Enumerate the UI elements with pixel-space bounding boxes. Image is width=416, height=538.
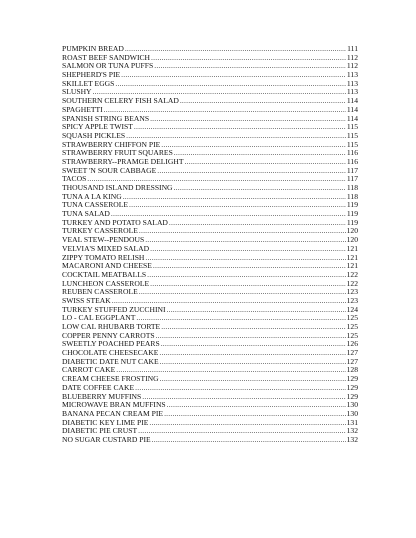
- toc-entry-page-number: 111: [347, 44, 358, 53]
- dot-leader: [150, 115, 346, 124]
- toc-entry-title: BLUEBERRY MUFFINS: [62, 391, 142, 401]
- toc-entry-page-number: 125: [346, 322, 358, 331]
- dot-leader: [167, 401, 346, 410]
- toc-entry-page-number: 125: [346, 313, 358, 323]
- dot-leader: [123, 193, 346, 202]
- toc-entry-page-number: 116: [346, 148, 358, 158]
- toc-entry-page-number: 114: [346, 96, 358, 106]
- toc-entry-title: SQUASH PICKLES: [62, 130, 126, 140]
- dot-leader: [150, 280, 345, 289]
- toc-entry-page-number: 122: [346, 278, 358, 288]
- toc-entry-page-number: 119: [346, 209, 358, 219]
- toc-entry-page-number: 123: [346, 295, 358, 305]
- toc-entry-page-number: 121: [346, 243, 358, 253]
- toc-entry-page-number: 131: [346, 417, 358, 427]
- toc-entry-title: SWEET 'N SOUR CABBAGE: [62, 165, 157, 175]
- toc-entry-title: COPPER PENNY CARROTS: [62, 330, 155, 340]
- toc-entry-page-number: 117: [346, 165, 358, 175]
- toc-entry-page-number: 122: [346, 269, 358, 279]
- toc-entry-title: SPAGHETTI: [62, 104, 103, 114]
- toc-entry-page-number: 124: [346, 304, 358, 314]
- toc-entry-page-number: 113: [346, 87, 358, 97]
- dot-leader: [115, 80, 346, 89]
- dot-leader: [125, 45, 346, 54]
- dot-leader: [145, 236, 345, 245]
- toc-entry: [62, 80, 358, 89]
- toc-entry-title: THOUSAND ISLAND DRESSING: [62, 183, 173, 192]
- toc-entry-page-number: 129: [346, 374, 358, 384]
- toc-entry-title: SPANISH STRING BEANS: [62, 113, 150, 123]
- toc-entry-title: TUNA A LA KING: [62, 191, 122, 201]
- toc-entry-page-number: 112: [346, 61, 358, 71]
- toc-entry-title: TUNA CASSEROLE: [62, 200, 129, 210]
- toc-entry-title: VELVIA'S MIXED SALAD: [62, 243, 150, 253]
- toc-entry: [62, 167, 358, 176]
- toc-entry-page-number: 130: [346, 408, 358, 418]
- toc-entry-page-number: 118: [346, 183, 358, 192]
- toc-entry-title: TURKEY STUFFED ZUCCHINI: [62, 304, 166, 314]
- dot-leader: [136, 314, 345, 323]
- toc-entry-title: CHOCOLATE CHEESECAKE: [62, 348, 159, 358]
- toc-entry-page-number: 128: [346, 365, 358, 375]
- toc-entry-title: LO - CAL EGGPLANT: [62, 313, 136, 323]
- toc-entry-title: CREAM CHEESE FROSTING: [62, 374, 159, 384]
- toc-entry-title: TACOS: [62, 174, 87, 184]
- dot-leader: [121, 71, 346, 80]
- toc-entry-page-number: 125: [346, 330, 358, 340]
- dot-leader: [161, 340, 346, 349]
- toc-entry-title: DIABETIC KEY LIME PIE: [62, 417, 149, 427]
- dot-leader: [152, 436, 346, 445]
- toc-entry-page-number: 116: [346, 156, 358, 166]
- dot-leader: [185, 158, 346, 167]
- dot-leader: [145, 254, 345, 263]
- toc-entry: [62, 436, 358, 445]
- dot-leader: [160, 358, 346, 367]
- toc-entry-page-number: 119: [346, 200, 358, 210]
- toc-entry-page-number: 112: [346, 52, 358, 62]
- toc-entry-page-number: 115: [346, 130, 358, 140]
- toc-entry-title: DIABETIC DATE NUT CAKE: [62, 356, 159, 366]
- dot-leader: [161, 141, 346, 150]
- toc-entry-page-number: 115: [346, 122, 358, 132]
- toc-entry-title: SWEETLY POACHED PEARS: [62, 339, 160, 349]
- toc-entry-title: SHEPHERD'S PIE: [62, 70, 121, 80]
- toc-entry-title: DIABETIC PIE CRUST: [62, 426, 138, 436]
- toc-entry-page-number: 123: [346, 287, 358, 297]
- toc-entry-title: NO SUGAR CUSTARD PIE: [62, 434, 151, 444]
- table-of-contents: [62, 45, 358, 445]
- toc-entry-page-number: 117: [346, 174, 358, 184]
- toc-entry-title: SWISS STEAK: [62, 295, 111, 305]
- toc-entry-title: MACARONI AND CHEESE: [62, 261, 152, 271]
- toc-entry-page-number: 113: [346, 70, 358, 80]
- dot-leader: [159, 349, 345, 358]
- toc-entry-title: SALMON OR TUNA PUFFS: [62, 61, 154, 71]
- toc-entry-page-number: 119: [346, 217, 358, 227]
- toc-entry-title: BANANA PECAN CREAM PIE: [62, 408, 164, 418]
- toc-entry-page-number: 127: [346, 348, 358, 358]
- toc-entry-title: CARROT CAKE: [62, 365, 116, 375]
- toc-entry-title: SPICY APPLE TWIST: [62, 122, 133, 132]
- toc-entry-title: LUNCHEON CASSEROLE: [62, 278, 150, 288]
- toc-entry-title: DATE COFFEE CAKE: [62, 382, 135, 392]
- toc-entry-page-number: 129: [346, 382, 358, 392]
- dot-leader: [129, 201, 346, 210]
- dot-leader: [154, 62, 346, 71]
- toc-entry-title: SLUSHY: [62, 87, 92, 97]
- toc-entry-title: MICROWAVE BRAN MUFFINS: [62, 400, 166, 410]
- dot-leader: [142, 393, 345, 402]
- dot-leader: [169, 219, 346, 228]
- toc-entry-page-number: 114: [346, 113, 358, 123]
- toc-entry-title: REUBEN CASSEROLE: [62, 287, 138, 297]
- toc-entry-page-number: 127: [346, 356, 358, 366]
- toc-entry-title: STRAWBERRY CHIFFON PIE: [62, 139, 161, 149]
- dot-leader: [138, 427, 346, 436]
- toc-entry-title: ROAST BEEF SANDWICH: [62, 52, 151, 62]
- toc-entry-page-number: 121: [346, 261, 358, 271]
- toc-entry-page-number: 120: [346, 226, 358, 236]
- dot-leader: [167, 306, 346, 315]
- toc-entry-page-number: 118: [346, 191, 358, 201]
- dot-leader: [134, 123, 346, 132]
- dot-leader: [139, 227, 346, 236]
- dot-leader: [139, 288, 346, 297]
- toc-entry-title: SOUTHERN CELERY FISH SALAD: [62, 96, 179, 106]
- dot-leader: [135, 384, 345, 393]
- dot-leader: [153, 262, 346, 271]
- toc-entry-page-number: 115: [346, 139, 358, 149]
- toc-entry-title: LOW CAL RHUBARB TORTE: [62, 322, 161, 331]
- toc-entry-page-number: 121: [346, 252, 358, 262]
- toc-entry-page-number: 132: [346, 426, 358, 436]
- toc-entry-page-number: 130: [346, 400, 358, 410]
- dot-leader: [174, 184, 346, 193]
- dot-leader: [180, 97, 346, 106]
- dot-leader: [160, 375, 346, 384]
- dot-leader: [174, 149, 346, 158]
- dot-leader: [156, 332, 346, 341]
- toc-entry-title: SKILLET EGGS: [62, 78, 115, 88]
- toc-entry-page-number: 126: [346, 339, 358, 349]
- toc-entry-page-number: 132: [346, 434, 358, 444]
- toc-entry-title: ZIPPY TOMATO RELISH: [62, 252, 145, 262]
- dot-leader: [157, 167, 346, 176]
- dot-leader: [147, 271, 345, 280]
- dot-leader: [161, 323, 345, 332]
- toc-entry-page-number: 129: [346, 391, 358, 401]
- toc-entry-page-number: 114: [346, 104, 358, 114]
- dot-leader: [150, 245, 345, 254]
- toc-entry-title: STRAWBERRY FRUIT SQUARES: [62, 148, 173, 158]
- toc-entry-page-number: 113: [346, 78, 358, 88]
- dot-leader: [164, 410, 346, 419]
- toc-entry-title: COCKTAIL MEATBALLS: [62, 269, 147, 279]
- toc-entry-title: TUNA SALAD: [62, 209, 110, 219]
- toc-entry-title: TURKEY CASSEROLE: [62, 226, 138, 236]
- toc-entry-page-number: 120: [346, 235, 358, 245]
- dot-leader: [151, 54, 346, 63]
- toc-entry-title: TURKEY AND POTATO SALAD: [62, 217, 168, 227]
- dot-leader: [149, 419, 345, 428]
- toc-entry-title: PUMPKIN BREAD: [62, 44, 124, 53]
- toc-entry-title: VEAL STEW--PENDOUS: [62, 235, 145, 245]
- toc-entry: [62, 97, 358, 106]
- toc-entry-title: STRAWBERRY--PRAMGE DELIGHT: [62, 156, 184, 166]
